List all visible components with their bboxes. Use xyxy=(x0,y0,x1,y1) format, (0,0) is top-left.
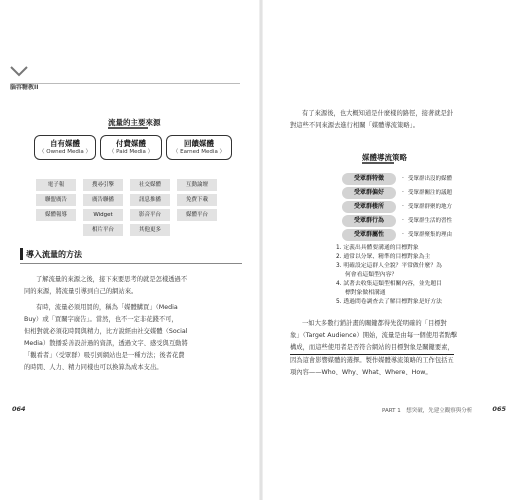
strategy-tag: 受眾群屬性 xyxy=(342,229,396,241)
strategy-tag: 受眾群偏好 xyxy=(342,187,396,199)
section-title: 導入流量的方法 xyxy=(26,250,82,259)
source-english-label: （ Paid Media ） xyxy=(108,149,154,155)
grid-cell: 媒體報導 xyxy=(36,209,76,221)
grid-cell: 互動論壇 xyxy=(177,179,217,191)
strategy-steps xyxy=(336,244,496,307)
text-line: 一如大多數行銷計畫的關鍵都得先從明確的「目標對 xyxy=(302,320,447,327)
chapter-header xyxy=(10,62,50,91)
grid-cell: Widget xyxy=(83,209,123,221)
left-paragraph-2 xyxy=(24,302,244,374)
source-label: 回饋媒體 xyxy=(184,139,214,148)
text-line: 同的來源，將流量引導到自己的網站來。 xyxy=(24,288,138,295)
strategy-description: 受眾群生活的習性 xyxy=(408,218,453,224)
left-paragraph-1 xyxy=(24,274,244,298)
grid-cell: 相片平台 xyxy=(83,224,123,236)
step-item: 標對象做相溝通 xyxy=(345,290,386,296)
strategy-description: 受眾群關注的議題 xyxy=(408,190,453,196)
source-earned-media xyxy=(166,135,232,160)
section-marker xyxy=(20,248,23,260)
step-item: 4. 試著去收集這類型相關內容，並先題目 xyxy=(336,281,442,287)
source-owned-media xyxy=(34,135,96,160)
text-line: 項內容——Who、Why、What、Where、How。 xyxy=(290,369,432,376)
strategy-tag: 受眾群特徵 xyxy=(342,173,396,185)
section-rule xyxy=(20,263,242,264)
strategy-description: 受眾群出沒的媒體 xyxy=(408,176,453,182)
text-line: 有時，流量必須用買的，稱為「媒體購買」（Media xyxy=(36,304,178,311)
bullet-dot: · xyxy=(402,189,404,196)
text-line: 有了來源後，也大概知道是什麼樣的路徑，接著就是針 xyxy=(302,110,454,117)
diagram-title-underline xyxy=(108,127,148,129)
text-line: 的時間、人力、精力同樣也可以換算為成本支出。 xyxy=(24,364,163,371)
grid-cell: 影音平台 xyxy=(130,209,170,221)
grid-cell: 搜尋引擎 xyxy=(83,179,123,191)
source-english-label: （ Owned Media ） xyxy=(39,149,91,155)
page-number-right: 065 xyxy=(492,405,506,413)
text-line: 象」（Target Audience）開始，流量是由每一個使用者點擊 xyxy=(290,332,458,339)
grid-cell: 訊息推播 xyxy=(130,194,170,206)
strategy-description: 受眾群聚集的理由 xyxy=(408,232,453,238)
text-line: 但相對就必須花時間與精力，比方說經由社交媒體（Social xyxy=(24,328,188,335)
text-line: 了解流量的來源之後，接下來要思考的就是怎樣透過不 xyxy=(36,276,188,283)
grid-cell: 其他更多 xyxy=(130,224,170,236)
chapter-title: 腦容糖教II xyxy=(10,84,39,91)
page-gutter xyxy=(259,0,263,500)
source-label: 付費媒體 xyxy=(116,139,146,148)
bullet-dot: · xyxy=(402,175,404,182)
strategy-diagram-title: 媒體導流策略 xyxy=(362,153,407,162)
strategy-tag: 受眾群行為 xyxy=(342,215,396,227)
grid-cell: 媒體平台 xyxy=(177,209,217,221)
grid-cell: 社交媒體 xyxy=(130,179,170,191)
step-item: 1. 定義出具體要溝通的目標對象 xyxy=(336,245,419,251)
grid-cell: 聯盟廣告 xyxy=(36,194,76,206)
strategy-tag: 受眾群棲所 xyxy=(342,201,396,213)
header-rule xyxy=(14,83,240,84)
traffic-source-diagram-title: 流量的主要來源 xyxy=(108,118,161,127)
bullet-dot: · xyxy=(402,217,404,224)
step-item: 3. 明確設定這群人全貌？平常做什麼？為 xyxy=(336,263,442,269)
chapter-arrow-icon xyxy=(10,65,28,77)
bullet-dot: · xyxy=(402,203,404,210)
grid-cell: 免費下載 xyxy=(177,194,217,206)
page-number-left: 064 xyxy=(12,405,26,413)
step-item: 何會看這類型內容？ xyxy=(345,272,398,278)
right-body xyxy=(290,318,502,379)
text-line: Buy）或「買關字廣告」。當然，也不一定非花錢不可， xyxy=(24,316,178,323)
step-item: 2. 通常以分眾、精準的目標對象為主 xyxy=(336,254,431,260)
strategy-description: 受眾群群聚的地方 xyxy=(408,204,453,210)
source-paid-media xyxy=(100,135,162,160)
grid-cell: 電子報 xyxy=(36,179,76,191)
bullet-dot: · xyxy=(402,231,404,238)
strategy-title-underline xyxy=(362,162,394,164)
source-label: 自有媒體 xyxy=(50,139,80,148)
grid-cell: 廣告聯播 xyxy=(83,194,123,206)
source-english-label: （ Earned Media ） xyxy=(172,149,226,155)
right-intro xyxy=(290,108,500,132)
text-line: 因為這會影響媒體的選擇。製作媒體導流策略的工作包括五 xyxy=(290,357,454,364)
text-line-underlined: 構成，而這些使用者是否符合網站的目標對象是關鍵要素， xyxy=(290,342,454,355)
running-footer: PART 1 想突破，先建立觀察與分析 xyxy=(382,408,473,414)
text-line: 對這些不同來源去進行相關「媒體導流策略」。 xyxy=(290,122,420,129)
text-line: 「觀看者」（受眾群）吸引到網站也是一種方法；後者花費 xyxy=(24,352,185,359)
step-item: 5. 透過問卷調查去了解目標對象是好方法 xyxy=(336,299,442,305)
text-line: Media）散播妥善設計過的資訊，透過文字、感受與互動將 xyxy=(24,340,188,347)
